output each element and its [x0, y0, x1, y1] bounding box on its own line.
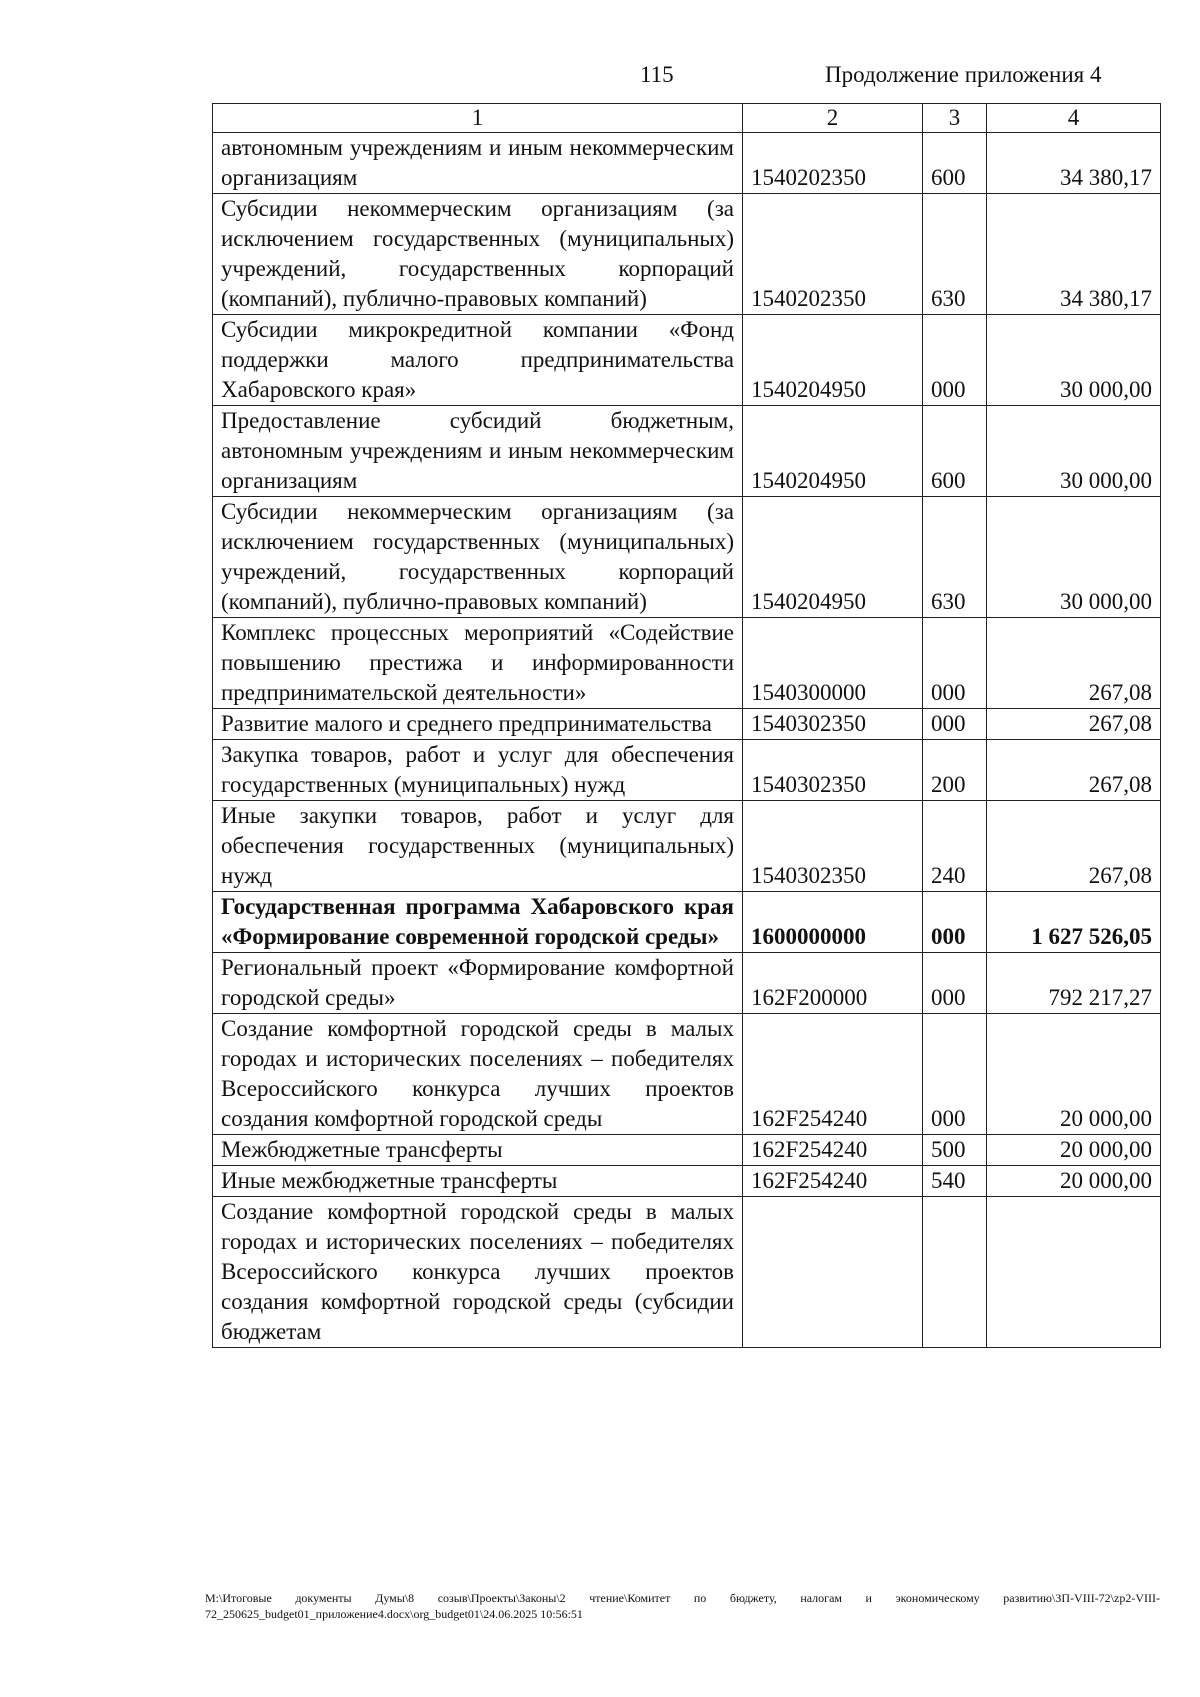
expense-type-code: 000	[923, 1014, 987, 1135]
table-row	[213, 133, 1161, 194]
amount-value: 267,08	[987, 801, 1161, 892]
target-article-code: 1600000000	[743, 892, 923, 953]
amount-value: 20 000,00	[987, 1166, 1161, 1197]
item-name: Субсидии некоммерческим организациям (за исключением государственных (муниципальных) учреждений, государственных корпораций (компаний), публично-правовых компаний)	[213, 194, 743, 315]
column-header: 1	[213, 104, 743, 133]
column-header: 4	[987, 104, 1161, 133]
budget-table	[212, 103, 1161, 1348]
expense-type-code: 630	[923, 194, 987, 315]
amount-value: 30 000,00	[987, 315, 1161, 406]
table-row	[213, 740, 1161, 801]
target-article-code	[743, 1197, 923, 1348]
amount-value: 267,08	[987, 618, 1161, 709]
amount-value: 30 000,00	[987, 406, 1161, 497]
table-row	[213, 406, 1161, 497]
item-name: Региональный проект «Формирование комфортной городской среды»	[213, 953, 743, 1014]
item-name: Создание комфортной городской среды в малых городах и исторических поселениях – победителях Всероссийского конкурса лучших проектов создания комфортной городской среды (субсидии бюджетам	[213, 1197, 743, 1348]
amount-value: 20 000,00	[987, 1135, 1161, 1166]
target-article-code: 1540300000	[743, 618, 923, 709]
target-article-code: 1540302350	[743, 740, 923, 801]
target-article-code: 1540302350	[743, 801, 923, 892]
appendix-continuation-note: Продолжение приложения 4	[825, 62, 1102, 87]
item-name: Создание комфортной городской среды в малых городах и исторических поселениях – победителях Всероссийского конкурса лучших проектов создания комфортной городской среды	[213, 1014, 743, 1135]
table-row	[213, 709, 1161, 740]
item-name: Развитие малого и среднего предпринимательства	[213, 709, 743, 740]
target-article-code: 162F254240	[743, 1135, 923, 1166]
page-number: 115	[640, 62, 674, 87]
amount-value: 34 380,17	[987, 133, 1161, 194]
amount-value: 792 217,27	[987, 953, 1161, 1014]
expense-type-code: 000	[923, 315, 987, 406]
expense-type-code: 200	[923, 740, 987, 801]
amount-value: 267,08	[987, 740, 1161, 801]
item-name: Субсидии микрокредитной компании «Фонд поддержки малого предпринимательства Хабаровского края»	[213, 315, 743, 406]
item-name: Государственная программа Хабаровского края «Формирование современной городской среды»	[213, 892, 743, 953]
amount-value: 1 627 526,05	[987, 892, 1161, 953]
expense-type-code: 600	[923, 406, 987, 497]
expense-type-code: 000	[923, 953, 987, 1014]
amount-value: 30 000,00	[987, 497, 1161, 618]
expense-type-code: 630	[923, 497, 987, 618]
table-header-row	[213, 104, 1161, 133]
item-name: Межбюджетные трансферты	[213, 1135, 743, 1166]
target-article-code: 1540302350	[743, 709, 923, 740]
expense-type-code: 000	[923, 618, 987, 709]
expense-type-code: 500	[923, 1135, 987, 1166]
expense-type-code: 540	[923, 1166, 987, 1197]
table-row	[213, 801, 1161, 892]
target-article-code: 1540202350	[743, 133, 923, 194]
table-row	[213, 892, 1161, 953]
table-row	[213, 1166, 1161, 1197]
target-article-code: 162F254240	[743, 1014, 923, 1135]
item-name: Предоставление субсидий бюджетным, автономным учреждениям и иным некоммерческим организациям	[213, 406, 743, 497]
table-row	[213, 618, 1161, 709]
target-article-code: 1540204950	[743, 497, 923, 618]
amount-value	[987, 1197, 1161, 1348]
amount-value: 34 380,17	[987, 194, 1161, 315]
target-article-code: 162F254240	[743, 1166, 923, 1197]
table-row	[213, 1135, 1161, 1166]
table-row	[213, 1014, 1161, 1135]
column-header: 3	[923, 104, 987, 133]
expense-type-code	[923, 1197, 987, 1348]
column-header: 2	[743, 104, 923, 133]
expense-type-code: 600	[923, 133, 987, 194]
file-path-footer: M:\Итоговые документы Думы\8 созыв\Проекты\Законы\2 чтение\Комитет по бюджету, налогам и экономическому развитию\ЗП-VIII-72\zp2-VIII-72_250625_budget01_приложение4.docx\org_budget01\24.06.2025 10:56:51	[205, 1591, 1160, 1621]
table-row	[213, 953, 1161, 1014]
item-name: автономным учреждениям и иным некоммерческим организациям	[213, 133, 743, 194]
item-name: Комплекс процессных мероприятий «Содействие повышению престижа и информированности предпринимательской деятельности»	[213, 618, 743, 709]
target-article-code: 1540202350	[743, 194, 923, 315]
item-name: Закупка товаров, работ и услуг для обеспечения государственных (муниципальных) нужд	[213, 740, 743, 801]
target-article-code: 1540204950	[743, 406, 923, 497]
table-row	[213, 1197, 1161, 1348]
target-article-code: 1540204950	[743, 315, 923, 406]
table-row	[213, 497, 1161, 618]
amount-value: 20 000,00	[987, 1014, 1161, 1135]
table-row	[213, 315, 1161, 406]
table-row	[213, 194, 1161, 315]
target-article-code: 162F200000	[743, 953, 923, 1014]
item-name: Иные закупки товаров, работ и услуг для обеспечения государственных (муниципальных) нужд	[213, 801, 743, 892]
amount-value: 267,08	[987, 709, 1161, 740]
expense-type-code: 000	[923, 892, 987, 953]
item-name: Субсидии некоммерческим организациям (за исключением государственных (муниципальных) учреждений, государственных корпораций (компаний), публично-правовых компаний)	[213, 497, 743, 618]
item-name: Иные межбюджетные трансферты	[213, 1166, 743, 1197]
expense-type-code: 000	[923, 709, 987, 740]
expense-type-code: 240	[923, 801, 987, 892]
